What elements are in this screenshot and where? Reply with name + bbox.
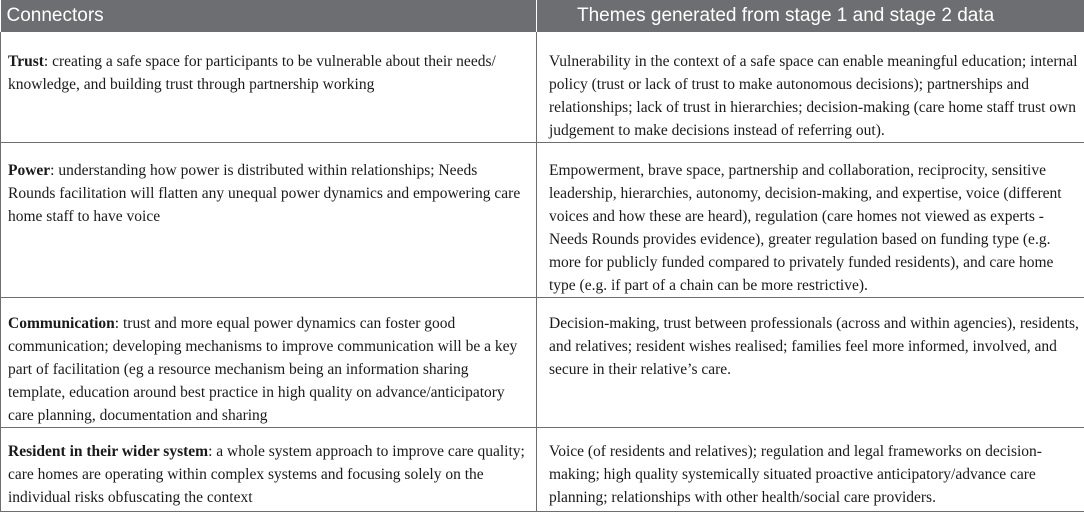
connector-keyword: Power — [8, 162, 50, 179]
connector-cell — [1, 143, 537, 298]
table-row — [1, 298, 1084, 428]
connector-text: : a whole system approach to improve care quality; care homes are operating within complex systems and focusing solely on the individual risks obfuscating the context — [8, 443, 525, 506]
connector-text: : trust and more equal power dynamics can foster good communication; developing mechanisms to improve communication will be a key part of facilitation (eg a resource mechanism being an information sharing template, education around best practice in high quality on advance/anticipatory care planning, documentation and sharing — [8, 315, 517, 424]
themes-cell: Decision-making, trust between professionals (across and within agencies), residents, and relatives; resident wishes realised; families feel more informed, involved, and secure in their relative’s care. — [537, 298, 1084, 428]
connector-keyword: Resident in their wider system — [8, 443, 208, 460]
connector-cell — [1, 298, 537, 428]
header-connectors: Connectors — [1, 0, 537, 32]
themes-cell: Empowerment, brave space, partnership and collaboration, reciprocity, sensitive leadership, hierarchies, autonomy, decision-making, and expertise, voice (different voices and how these are heard), regulation (care homes not viewed as experts - Needs Rounds provides evidence), greater regulation based on funding type (e.g. more for publicly funded compared to privately funded residents), and care home type (e.g. if part of a chain can be more restrictive). — [537, 143, 1084, 298]
connector-text: : understanding how power is distributed within relationships; Needs Rounds facilitation will flatten any unequal power dynamics and empowering care home staff to have voice — [8, 162, 520, 225]
connector-keyword: Communication — [8, 315, 115, 332]
table-row — [1, 428, 1084, 512]
themes-cell: Voice (of residents and relatives); regulation and legal frameworks on decision-making; high quality systemically situated proactive anticipatory/advance care planning; relationships with other health/social care providers. — [537, 428, 1084, 512]
connector-keyword: Trust — [8, 53, 44, 70]
table-row — [1, 32, 1084, 143]
connector-text: : creating a safe space for participants to be vulnerable about their needs/ knowledge, and building trust through partnership working — [8, 53, 496, 93]
connector-cell — [1, 428, 537, 512]
table-row — [1, 143, 1084, 298]
themes-cell: Vulnerability in the context of a safe space can enable meaningful education; internal policy (trust or lack of trust to make autonomous decisions); partnerships and relationships; lack of trust in hierarchies; decision-making (care home staff trust own judgement to make decisions instead of referring out). — [537, 32, 1084, 143]
header-row — [1, 0, 1084, 32]
connector-cell — [1, 32, 537, 143]
header-themes: Themes generated from stage 1 and stage 2 data — [537, 0, 1084, 32]
